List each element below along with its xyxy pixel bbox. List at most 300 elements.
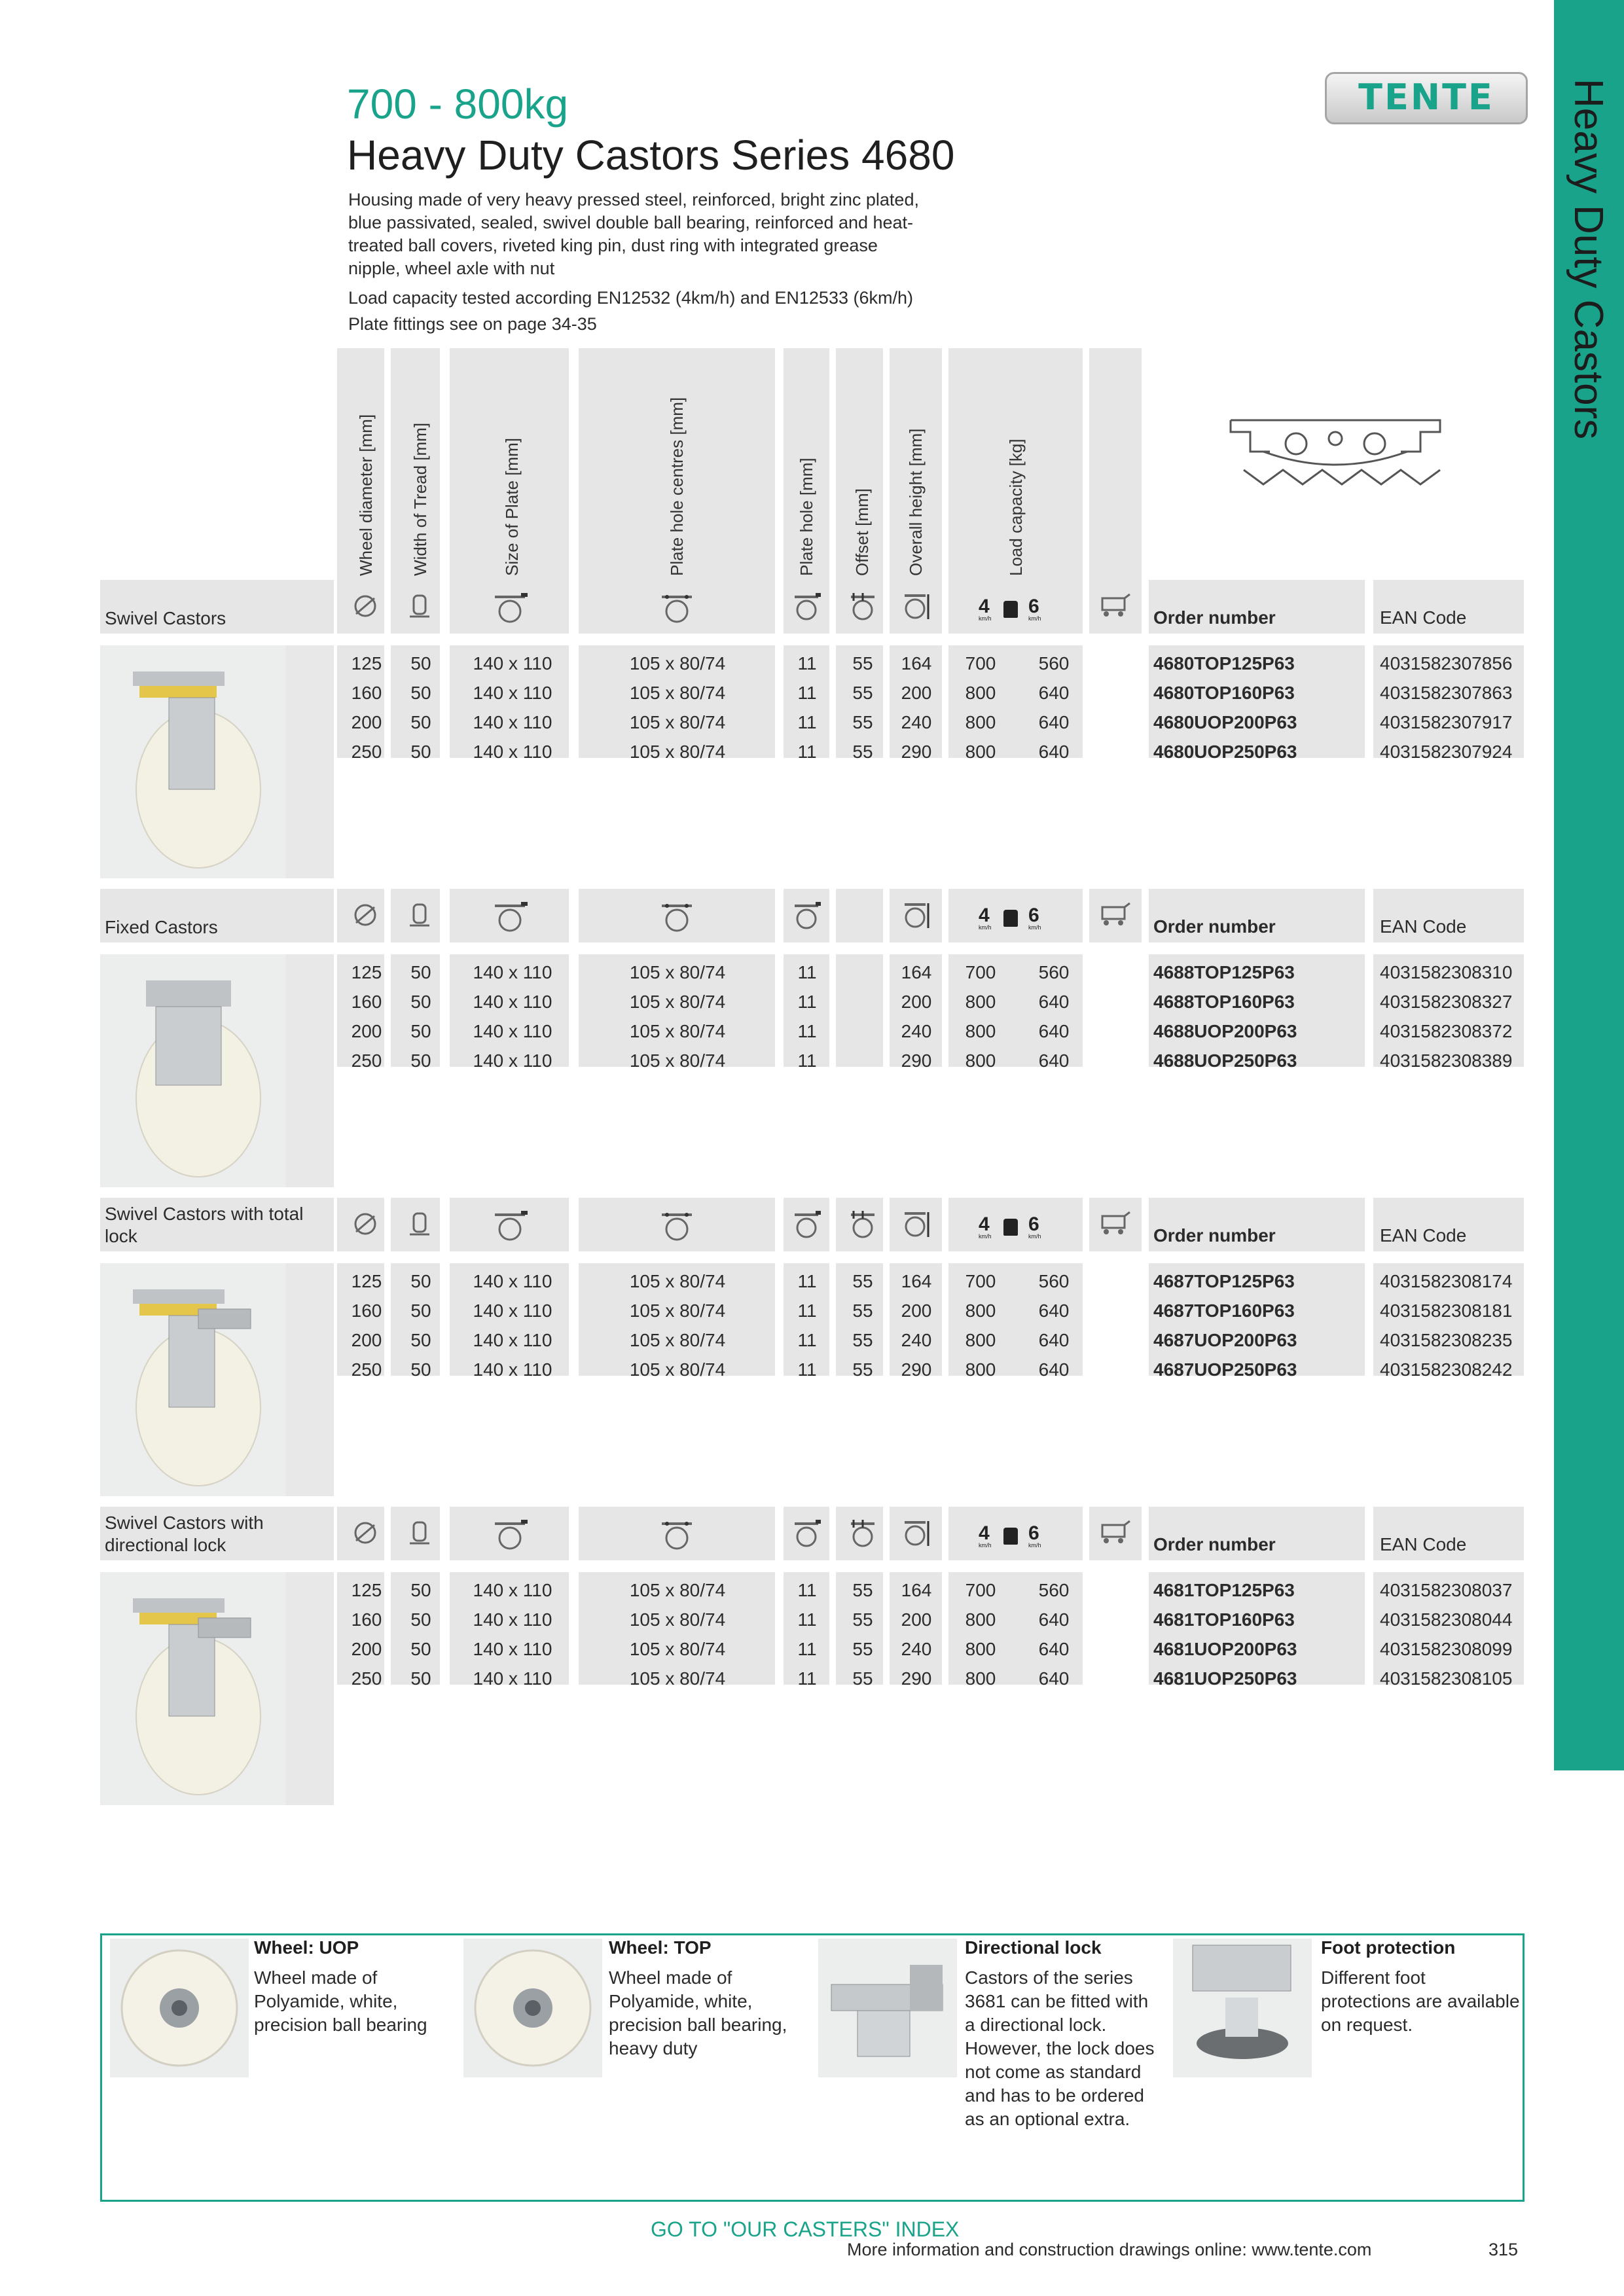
table-cell: 800 xyxy=(965,992,996,1012)
table-cell: 50 xyxy=(410,742,431,762)
castor-drawing xyxy=(100,954,286,1187)
order-number[interactable]: 4687TOP160P63 xyxy=(1153,1300,1295,1321)
table-cell: 55 xyxy=(852,1609,873,1630)
table-cell: 11 xyxy=(797,683,817,703)
table-cell: 11 xyxy=(797,1300,817,1321)
table-cell: 11 xyxy=(797,742,817,762)
plate-size-icon xyxy=(491,592,529,623)
ean-code-header: EAN Code xyxy=(1380,916,1467,937)
order-number[interactable]: 4680TOP125P63 xyxy=(1153,653,1295,673)
table-cell: 700 xyxy=(965,962,996,982)
ean-code: 4031582308389 xyxy=(1380,1050,1513,1071)
table-cell: 125 xyxy=(351,1580,382,1600)
logo-text: TENTE xyxy=(1358,77,1494,118)
table-cell: 250 xyxy=(351,742,382,762)
table-cell: 50 xyxy=(410,653,431,673)
plate-hole-icon xyxy=(792,1210,822,1240)
order-number[interactable]: 4687TOP125P63 xyxy=(1153,1271,1295,1291)
table-cell: 105 x 80/74 xyxy=(629,653,726,673)
table-cell: 700 xyxy=(965,1271,996,1291)
table-cell: 800 xyxy=(965,742,996,762)
description-line-4: nipple, wheel axle with nut xyxy=(348,259,555,278)
table-cell: 160 xyxy=(351,1609,382,1630)
ean-code: 4031582308099 xyxy=(1380,1639,1513,1659)
feature-text: as an optional extra. xyxy=(965,2109,1130,2129)
speed-6-unit: km/h xyxy=(1028,1233,1041,1240)
order-number[interactable]: 4688UOP250P63 xyxy=(1153,1050,1297,1071)
table-cell: 164 xyxy=(901,653,932,673)
weight-icon xyxy=(1003,1528,1018,1545)
table-cell: 800 xyxy=(965,712,996,732)
ean-code-header: EAN Code xyxy=(1380,607,1467,628)
feature-text: Castors of the series xyxy=(965,1967,1133,1988)
table-cell: 105 x 80/74 xyxy=(629,1580,726,1600)
speed-4-value: 4 xyxy=(979,1213,990,1235)
speed-4-value: 4 xyxy=(979,905,990,926)
table-cell: 105 x 80/74 xyxy=(629,992,726,1012)
ean-code: 4031582308242 xyxy=(1380,1359,1513,1380)
table-cell: 55 xyxy=(852,1271,873,1291)
castor-drawing xyxy=(100,1263,286,1496)
table-cell: 200 xyxy=(901,1609,932,1630)
wheel-diameter-icon xyxy=(351,592,380,620)
table-cell: 164 xyxy=(901,1580,932,1600)
table-cell: 11 xyxy=(797,1271,817,1291)
order-number-header: Order number xyxy=(1153,607,1276,628)
table-cell: 164 xyxy=(901,1271,932,1291)
table-cell: 640 xyxy=(1038,742,1070,762)
speed-4-value: 4 xyxy=(979,1522,990,1544)
table-cell: 290 xyxy=(901,742,932,762)
feature-photo xyxy=(463,1939,602,2077)
ean-code: 4031582308105 xyxy=(1380,1668,1513,1689)
speed-6-unit: km/h xyxy=(1028,1542,1041,1549)
order-number[interactable]: 4680UOP250P63 xyxy=(1153,742,1297,762)
table-cell: 200 xyxy=(351,1639,382,1659)
table-cell: 105 x 80/74 xyxy=(629,742,726,762)
table-cell: 50 xyxy=(410,1271,431,1291)
feature-title: Wheel: TOP xyxy=(609,1937,712,1958)
ean-code: 4031582308037 xyxy=(1380,1580,1513,1600)
table-cell: 200 xyxy=(351,1330,382,1350)
table-cell: 140 x 110 xyxy=(473,742,552,762)
trolley-icon xyxy=(1098,901,1132,927)
table-cell: 140 x 110 xyxy=(473,1271,552,1291)
ean-code: 4031582307924 xyxy=(1380,742,1513,762)
table-cell: 240 xyxy=(901,1639,932,1659)
table-cell: 640 xyxy=(1038,683,1070,703)
table-cell: 11 xyxy=(797,1021,817,1041)
speed-4-unit: km/h xyxy=(979,1233,992,1240)
table-cell: 105 x 80/74 xyxy=(629,1359,726,1380)
description-line-2: blue passivated, sealed, swivel double ball bearing, reinforced and heat- xyxy=(348,213,914,232)
feature-title: Foot protection xyxy=(1321,1937,1456,1958)
table-cell: 200 xyxy=(351,1021,382,1041)
table-cell: 800 xyxy=(965,1359,996,1380)
offset-icon xyxy=(848,592,878,622)
table-cell: 50 xyxy=(410,1609,431,1630)
table-cell: 140 x 110 xyxy=(473,992,552,1012)
column-label-hole-centres: Plate hole centres [mm] xyxy=(667,397,687,576)
table-cell: 50 xyxy=(410,1021,431,1041)
section-label: lock xyxy=(105,1226,137,1246)
table-cell: 55 xyxy=(852,683,873,703)
column-label-offset: Offset [mm] xyxy=(852,488,872,576)
order-number-header: Order number xyxy=(1153,1225,1276,1246)
table-cell: 200 xyxy=(901,992,932,1012)
section-label: Swivel Castors xyxy=(105,608,226,628)
column-label-tread-width: Width of Tread [mm] xyxy=(410,422,430,576)
page-title: Heavy Duty Castors Series 4680 xyxy=(347,132,955,179)
table-cell: 140 x 110 xyxy=(473,712,552,732)
table-cell: 160 xyxy=(351,683,382,703)
feature-text: However, the lock does xyxy=(965,2038,1155,2058)
feature-drawing xyxy=(818,1939,957,2077)
feature-text: Polyamide, white, xyxy=(609,1991,753,2011)
column-label-plate-size: Size of Plate [mm] xyxy=(502,438,522,576)
table-cell: 640 xyxy=(1038,1021,1070,1041)
more-info-note: More information and construction drawings online: www.tente.com xyxy=(847,2240,1372,2259)
ean-code-header: EAN Code xyxy=(1380,1534,1467,1554)
table-cell: 105 x 80/74 xyxy=(629,712,726,732)
speed-6-value: 6 xyxy=(1028,905,1039,926)
column-label-plate-hole: Plate hole [mm] xyxy=(797,457,816,576)
plate-size-icon xyxy=(491,901,529,932)
feature-photo xyxy=(818,1939,957,2077)
table-cell: 50 xyxy=(410,992,431,1012)
feature-drawing xyxy=(1173,1939,1312,2077)
speed-6-unit: km/h xyxy=(1028,924,1041,931)
load-test-note: Load capacity tested according EN12532 (4km/h) and EN12533 (6km/h) xyxy=(348,288,913,308)
order-number-header: Order number xyxy=(1153,916,1276,937)
plate-holes-icon xyxy=(658,592,696,623)
feature-drawing xyxy=(463,1939,602,2077)
column-header-trolley xyxy=(1089,348,1142,592)
table-cell: 105 x 80/74 xyxy=(629,1300,726,1321)
side-tab-label-box xyxy=(1562,79,1614,471)
table-cell: 290 xyxy=(901,1050,932,1071)
plate-hole-icon xyxy=(792,592,822,622)
table-cell: 105 x 80/74 xyxy=(629,1668,726,1689)
feature-text: Different foot xyxy=(1321,1967,1426,1988)
ean-code: 4031582307917 xyxy=(1380,712,1513,732)
feature-text: Wheel made of xyxy=(254,1967,378,1988)
casters-index-link[interactable]: GO TO "OUR CASTERS" INDEX xyxy=(651,2217,960,2241)
table-cell: 800 xyxy=(965,1609,996,1630)
table-cell: 160 xyxy=(351,992,382,1012)
order-number[interactable]: 4681UOP250P63 xyxy=(1153,1668,1297,1689)
ean-code: 4031582308372 xyxy=(1380,1021,1513,1041)
section-label: Swivel Castors with total xyxy=(105,1204,304,1224)
table-cell: 140 x 110 xyxy=(473,653,552,673)
order-number[interactable]: 4681TOP125P63 xyxy=(1153,1580,1295,1600)
table-cell: 240 xyxy=(901,712,932,732)
load-speed-icons xyxy=(979,907,1057,933)
weight-icon xyxy=(1003,601,1018,618)
table-cell: 640 xyxy=(1038,1300,1070,1321)
feature-text: precision ball bearing xyxy=(254,2015,427,2035)
cross-section-drawing xyxy=(1224,412,1447,497)
tente-logo xyxy=(1325,72,1528,124)
table-cell: 250 xyxy=(351,1668,382,1689)
feature-text: 3681 can be fitted with xyxy=(965,1991,1149,2011)
table-cell: 105 x 80/74 xyxy=(629,1639,726,1659)
plate-holes-icon xyxy=(658,1518,696,1550)
table-cell: 700 xyxy=(965,653,996,673)
table-cell: 105 x 80/74 xyxy=(629,1050,726,1071)
table-cell: 105 x 80/74 xyxy=(629,962,726,982)
table-cell: 50 xyxy=(410,1580,431,1600)
speed-4-unit: km/h xyxy=(979,615,992,622)
overall-height-icon xyxy=(902,592,932,622)
feature-text: Wheel made of xyxy=(609,1967,732,1988)
offset-icon xyxy=(848,1210,878,1240)
feature-text: protections are available xyxy=(1321,1991,1520,2011)
table-cell: 640 xyxy=(1038,1639,1070,1659)
table-cell: 11 xyxy=(797,1359,817,1380)
load-speed-icons xyxy=(979,1522,1057,1551)
speed-4-unit: km/h xyxy=(979,1542,992,1549)
table-cell: 560 xyxy=(1038,1271,1070,1291)
ean-code: 4031582308174 xyxy=(1380,1271,1513,1291)
table-cell: 11 xyxy=(797,1609,817,1630)
icon-bar-cell xyxy=(836,889,883,942)
column-label-load-capacity: Load capacity [kg] xyxy=(1006,439,1026,576)
table-cell: 200 xyxy=(351,712,382,732)
feature-text: a directional lock. xyxy=(965,2015,1107,2035)
tread-width-icon xyxy=(406,1518,435,1547)
plate-fittings-note: Plate fittings see on page 34-35 xyxy=(348,314,597,334)
wheel-diameter-icon xyxy=(351,1518,380,1547)
speed-6-value: 6 xyxy=(1028,1213,1039,1235)
table-cell: 140 x 110 xyxy=(473,1668,552,1689)
table-cell: 50 xyxy=(410,712,431,732)
table-cell: 140 x 110 xyxy=(473,1050,552,1071)
feature-drawing xyxy=(110,1939,249,2077)
plate-holes-icon xyxy=(658,901,696,932)
speed-4-unit: km/h xyxy=(979,924,992,931)
section-label: Swivel Castors with xyxy=(105,1513,264,1533)
order-number[interactable]: 4681TOP160P63 xyxy=(1153,1609,1295,1630)
table-cell: 11 xyxy=(797,962,817,982)
plate-hole-icon xyxy=(792,1518,822,1549)
order-number[interactable]: 4687UOP200P63 xyxy=(1153,1330,1297,1350)
table-cell: 290 xyxy=(901,1359,932,1380)
table-cell: 11 xyxy=(797,653,817,673)
trolley-icon xyxy=(1098,592,1132,618)
plate-holes-icon xyxy=(658,1210,696,1241)
table-cell: 200 xyxy=(901,683,932,703)
table-cell: 105 x 80/74 xyxy=(629,1330,726,1350)
wheel-diameter-icon xyxy=(351,1210,380,1238)
table-cell: 164 xyxy=(901,962,932,982)
page-number: 315 xyxy=(1489,2240,1519,2259)
section-label: directional lock xyxy=(105,1535,226,1555)
table-cell: 11 xyxy=(797,1639,817,1659)
table-cell: 140 x 110 xyxy=(473,1639,552,1659)
tread-width-icon xyxy=(406,901,435,929)
overall-height-icon xyxy=(902,1518,932,1549)
order-number[interactable]: 4687UOP250P63 xyxy=(1153,1359,1297,1380)
tread-width-icon xyxy=(406,592,435,620)
side-tab-label: Heavy Duty Castors xyxy=(1566,79,1611,440)
table-cell: 800 xyxy=(965,1330,996,1350)
table-cell: 50 xyxy=(410,1300,431,1321)
table-cell: 640 xyxy=(1038,1609,1070,1630)
load-speed-icons xyxy=(979,598,1057,624)
description-line-1: Housing made of very heavy pressed steel, reinforced, bright zinc plated, xyxy=(348,190,919,209)
table-cell: 560 xyxy=(1038,962,1070,982)
weight-icon xyxy=(1003,1219,1018,1236)
table-cell: 140 x 110 xyxy=(473,1580,552,1600)
table-cell: 250 xyxy=(351,1359,382,1380)
table-cell: 140 x 110 xyxy=(473,962,552,982)
table-cell: 55 xyxy=(852,653,873,673)
table-cell: 250 xyxy=(351,1050,382,1071)
table-cell: 800 xyxy=(965,1639,996,1659)
table-cell: 140 x 110 xyxy=(473,1021,552,1041)
table-cell: 55 xyxy=(852,712,873,732)
table-cell: 55 xyxy=(852,742,873,762)
wheel-diameter-icon xyxy=(351,901,380,929)
table-cell: 105 x 80/74 xyxy=(629,683,726,703)
column-label-overall-height: Overall height [mm] xyxy=(906,428,926,576)
table-cell: 290 xyxy=(901,1668,932,1689)
table-cell: 11 xyxy=(797,1668,817,1689)
table-cell: 140 x 110 xyxy=(473,1330,552,1350)
speed-6-value: 6 xyxy=(1028,596,1039,617)
ean-code: 4031582308181 xyxy=(1380,1300,1513,1321)
tread-width-icon xyxy=(406,1210,435,1238)
order-number[interactable]: 4681UOP200P63 xyxy=(1153,1639,1297,1659)
table-cell: 800 xyxy=(965,1300,996,1321)
overall-height-icon xyxy=(902,1210,932,1240)
table-cell: 50 xyxy=(410,1359,431,1380)
table-cell: 560 xyxy=(1038,653,1070,673)
table-cell: 50 xyxy=(410,1330,431,1350)
load-speed-icons xyxy=(979,1213,1057,1242)
feature-title: Wheel: UOP xyxy=(254,1937,359,1958)
table-cell: 11 xyxy=(797,712,817,732)
table-cell: 55 xyxy=(852,1359,873,1380)
table-cell: 125 xyxy=(351,653,382,673)
feature-title: Directional lock xyxy=(965,1937,1102,1958)
table-cell: 640 xyxy=(1038,1359,1070,1380)
feature-text: precision ball bearing, xyxy=(609,2015,787,2035)
table-cell: 11 xyxy=(797,992,817,1012)
table-cell: 800 xyxy=(965,1021,996,1041)
weight-icon xyxy=(1003,910,1018,927)
feature-photo xyxy=(1173,1939,1312,2077)
trolley-icon xyxy=(1098,1210,1132,1236)
table-cell: 55 xyxy=(852,1330,873,1350)
section-label: Fixed Castors xyxy=(105,917,218,937)
feature-text: and has to be ordered xyxy=(965,2085,1144,2106)
feature-text: Polyamide, white, xyxy=(254,1991,398,2011)
table-cell: 160 xyxy=(351,1300,382,1321)
table-cell: 50 xyxy=(410,683,431,703)
table-cell: 240 xyxy=(901,1021,932,1041)
table-cell: 50 xyxy=(410,1050,431,1071)
order-number[interactable]: 4680TOP160P63 xyxy=(1153,683,1295,703)
column-label-wheel-diameter: Wheel diameter [mm] xyxy=(356,414,376,576)
table-cell: 800 xyxy=(965,683,996,703)
table-cell: 50 xyxy=(410,962,431,982)
overall-height-icon xyxy=(902,901,932,931)
table-cell: 200 xyxy=(901,1300,932,1321)
plate-hole-icon xyxy=(792,901,822,931)
table-cell: 640 xyxy=(1038,992,1070,1012)
speed-6-value: 6 xyxy=(1028,1522,1039,1544)
ean-code: 4031582308235 xyxy=(1380,1330,1513,1350)
table-cell: 55 xyxy=(852,1639,873,1659)
castor-drawing xyxy=(100,645,286,878)
table-cell: 55 xyxy=(852,1668,873,1689)
table-cell: 640 xyxy=(1038,1050,1070,1071)
order-number[interactable]: 4688TOP125P63 xyxy=(1153,962,1295,982)
table-cell: 125 xyxy=(351,962,382,982)
table-cell: 240 xyxy=(901,1330,932,1350)
feature-text: not come as standard xyxy=(965,2062,1142,2082)
table-cell: 50 xyxy=(410,1668,431,1689)
ean-code-header: EAN Code xyxy=(1380,1225,1467,1246)
speed-4-value: 4 xyxy=(979,596,990,617)
table-cell: 11 xyxy=(797,1580,817,1600)
table-cell: 700 xyxy=(965,1580,996,1600)
table-cell: 140 x 110 xyxy=(473,683,552,703)
table-cell: 640 xyxy=(1038,1330,1070,1350)
table-cell: 640 xyxy=(1038,1668,1070,1689)
castor-drawing xyxy=(100,1572,286,1805)
offset-icon xyxy=(848,1518,878,1549)
table-cell: 11 xyxy=(797,1330,817,1350)
table-cell: 560 xyxy=(1038,1580,1070,1600)
feature-text: on request. xyxy=(1321,2015,1413,2035)
order-number[interactable]: 4688UOP200P63 xyxy=(1153,1021,1297,1041)
table-cell: 125 xyxy=(351,1271,382,1291)
feature-text: heavy duty xyxy=(609,2038,698,2058)
weight-range: 700 - 800kg xyxy=(347,81,569,128)
table-cell: 50 xyxy=(410,1639,431,1659)
order-number[interactable]: 4688TOP160P63 xyxy=(1153,992,1295,1012)
ean-code: 4031582308044 xyxy=(1380,1609,1513,1630)
ean-code: 4031582307863 xyxy=(1380,683,1513,703)
table-cell: 800 xyxy=(965,1050,996,1071)
order-number[interactable]: 4680UOP200P63 xyxy=(1153,712,1297,732)
table-cell: 105 x 80/74 xyxy=(629,1021,726,1041)
table-cell: 55 xyxy=(852,1300,873,1321)
table-cell: 140 x 110 xyxy=(473,1300,552,1321)
description-line-3: treated ball covers, riveted king pin, dust ring with integrated grease xyxy=(348,236,878,255)
table-cell: 105 x 80/74 xyxy=(629,1609,726,1630)
table-cell: 55 xyxy=(852,1580,873,1600)
table-cell: 140 x 110 xyxy=(473,1609,552,1630)
table-cell: 11 xyxy=(797,1050,817,1071)
ean-code: 4031582308310 xyxy=(1380,962,1513,982)
table-cell: 640 xyxy=(1038,712,1070,732)
table-cell: 800 xyxy=(965,1668,996,1689)
order-number-header: Order number xyxy=(1153,1534,1276,1554)
ean-code: 4031582308327 xyxy=(1380,992,1513,1012)
feature-photo xyxy=(110,1939,249,2077)
ean-code: 4031582307856 xyxy=(1380,653,1513,673)
table-cell: 140 x 110 xyxy=(473,1359,552,1380)
speed-6-unit: km/h xyxy=(1028,615,1041,622)
plate-size-icon xyxy=(491,1518,529,1550)
plate-size-icon xyxy=(491,1210,529,1241)
table-cell: 105 x 80/74 xyxy=(629,1271,726,1291)
trolley-icon xyxy=(1098,1518,1132,1545)
